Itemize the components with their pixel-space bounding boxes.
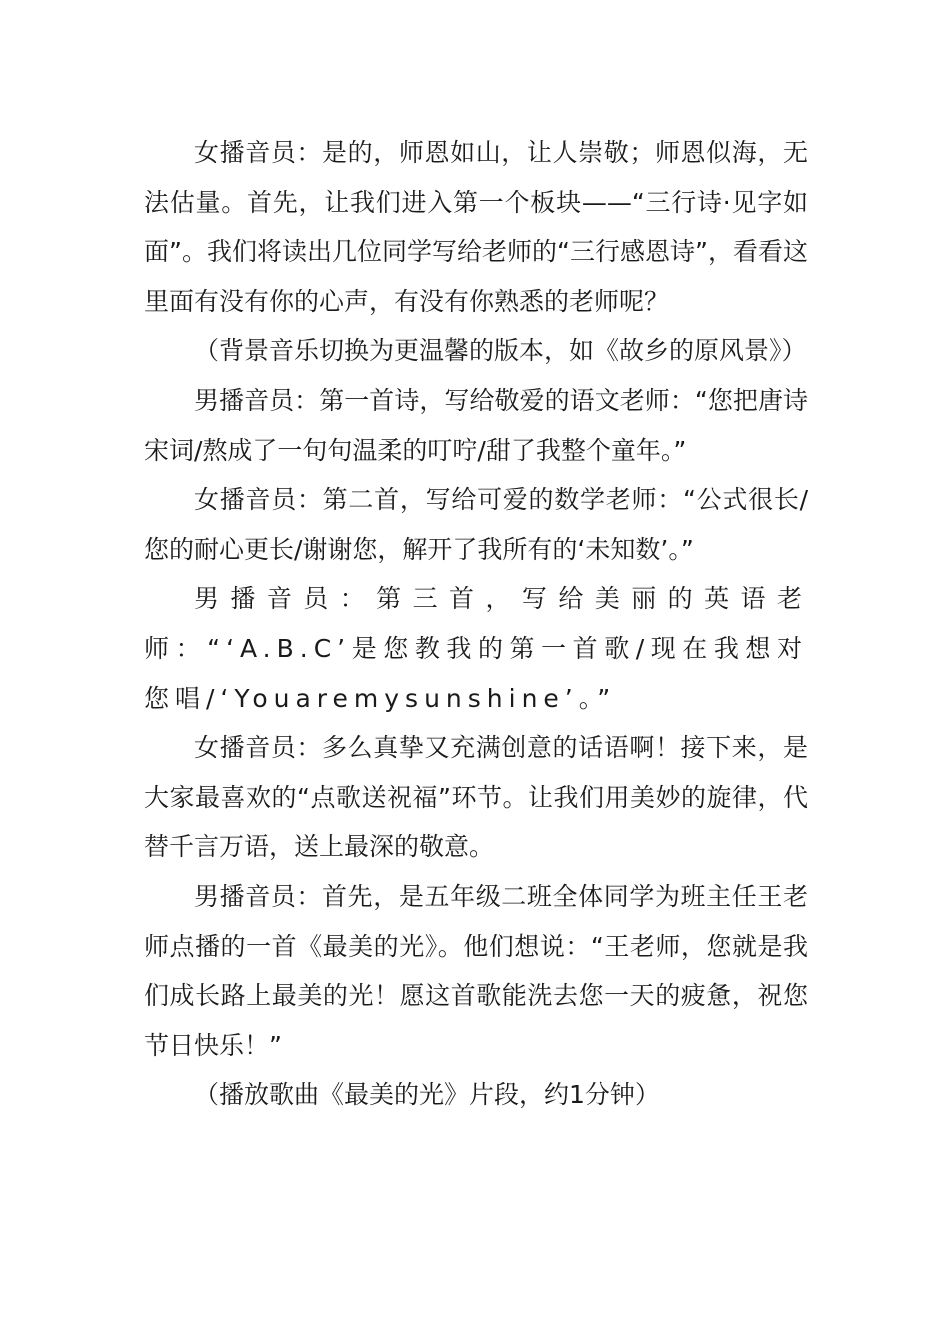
paragraph-female-host-song-segment: 女播音员：多么真挚又充满创意的话语啊！接下来，是大家最喜欢的“点歌送祝福”环节。让我们用美妙的旋律，代替千言万语，送上最深的敬意。 xyxy=(144,733,808,862)
stage-direction-music-switch: （背景音乐切换为更温馨的版本，如《故乡的原风景》） xyxy=(194,336,807,366)
paragraph-male-host-first-poem: 男播音员：第一首诗，写给敬爱的语文老师：“您把唐诗宋词/熬成了一句句温柔的叮咛/甜了我整个童年。” xyxy=(144,385,808,465)
document-body xyxy=(144,128,808,1120)
paragraph-female-host-second-poem: 女播音员：第二首，写给可爱的数学老师：“公式很长/您的耐心更长/谢谢您，解开了我所有的‘未知数’。” xyxy=(144,485,808,564)
paragraph-male-host-third-poem: 男播音员：第三首，写给美丽的英语老师：“‘A.B.C’是您教我的第一首歌/现在我想对您唱/‘Youaremysunshine’。” xyxy=(144,584,808,713)
stage-direction-play-song: （播放歌曲《最美的光》片段，约1分钟） xyxy=(194,1080,660,1110)
paragraph-female-host-intro: 女播音员：是的，师恩如山，让人崇敬；师恩似海，无法估量。首先，让我们进入第一个板块——“三行诗·见字如面”。我们将读出几位同学写给老师的“三行感恩诗”，看看这里面有没有你的心声，有没有你熟悉的老师呢？ xyxy=(144,138,808,316)
paragraph-male-host-song-dedication: 男播音员：首先，是五年级二班全体同学为班主任王老师点播的一首《最美的光》。他们想说：“王老师，您就是我们成长路上最美的光！愿这首歌能洗去您一天的疲惫，祝您节日快乐！” xyxy=(144,881,808,1060)
